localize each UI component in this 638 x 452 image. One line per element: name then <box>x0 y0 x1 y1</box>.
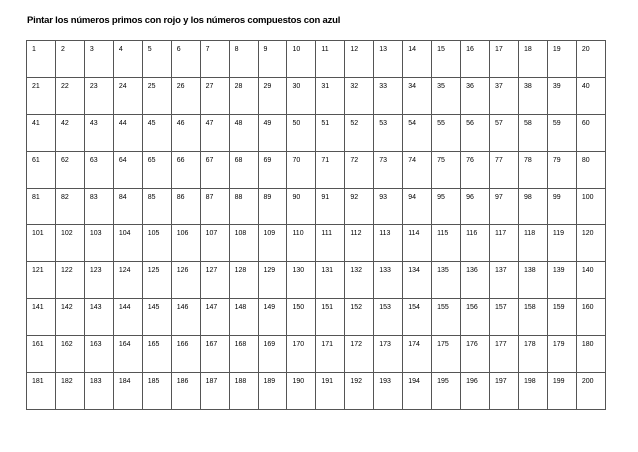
number-cell[interactable]: 144 <box>113 299 142 336</box>
number-cell[interactable]: 105 <box>142 225 171 262</box>
number-cell[interactable]: 52 <box>345 114 374 151</box>
number-cell[interactable]: 138 <box>518 262 547 299</box>
number-cell[interactable]: 46 <box>171 114 200 151</box>
number-cell[interactable]: 20 <box>576 41 605 78</box>
number-cell[interactable]: 186 <box>171 373 200 410</box>
number-cell[interactable]: 28 <box>229 77 258 114</box>
number-cell[interactable]: 15 <box>432 41 461 78</box>
number-cell[interactable]: 47 <box>200 114 229 151</box>
number-cell[interactable]: 88 <box>229 188 258 225</box>
number-cell[interactable]: 185 <box>142 373 171 410</box>
number-cell[interactable]: 2 <box>55 41 84 78</box>
number-cell[interactable]: 80 <box>576 151 605 188</box>
number-cell[interactable]: 77 <box>490 151 519 188</box>
number-cell[interactable]: 18 <box>518 41 547 78</box>
number-cell[interactable]: 110 <box>287 225 316 262</box>
number-cell[interactable]: 78 <box>518 151 547 188</box>
number-cell[interactable]: 53 <box>374 114 403 151</box>
number-cell[interactable]: 200 <box>576 373 605 410</box>
number-cell[interactable]: 119 <box>547 225 576 262</box>
grid-row <box>27 77 606 114</box>
number-cell[interactable]: 13 <box>374 41 403 78</box>
number-cell[interactable]: 4 <box>113 41 142 78</box>
number-cell[interactable]: 85 <box>142 188 171 225</box>
number-cell[interactable]: 125 <box>142 262 171 299</box>
number-cell[interactable]: 165 <box>142 336 171 373</box>
number-cell[interactable]: 160 <box>576 299 605 336</box>
grid-row <box>27 151 606 188</box>
number-cell[interactable]: 101 <box>27 225 56 262</box>
number-cell[interactable]: 34 <box>403 77 432 114</box>
number-cell[interactable]: 35 <box>432 77 461 114</box>
number-cell[interactable]: 91 <box>316 188 345 225</box>
number-cell[interactable]: 66 <box>171 151 200 188</box>
grid-row <box>27 225 606 262</box>
number-cell[interactable]: 81 <box>27 188 56 225</box>
number-cell[interactable]: 198 <box>518 373 547 410</box>
number-cell[interactable]: 158 <box>518 299 547 336</box>
number-cell[interactable]: 183 <box>84 373 113 410</box>
number-cell[interactable]: 118 <box>518 225 547 262</box>
number-cell[interactable]: 83 <box>84 188 113 225</box>
number-cell[interactable]: 159 <box>547 299 576 336</box>
number-cell[interactable]: 130 <box>287 262 316 299</box>
number-cell[interactable]: 180 <box>576 336 605 373</box>
number-cell[interactable]: 42 <box>55 114 84 151</box>
number-cell[interactable]: 33 <box>374 77 403 114</box>
number-cell[interactable]: 89 <box>258 188 287 225</box>
number-cell[interactable]: 146 <box>171 299 200 336</box>
number-cell[interactable]: 126 <box>171 262 200 299</box>
number-grid-body <box>27 41 606 410</box>
number-cell[interactable]: 63 <box>84 151 113 188</box>
number-cell[interactable]: 132 <box>345 262 374 299</box>
number-cell[interactable]: 72 <box>345 151 374 188</box>
number-cell[interactable]: 54 <box>403 114 432 151</box>
number-cell[interactable]: 129 <box>258 262 287 299</box>
number-cell[interactable]: 100 <box>576 188 605 225</box>
number-cell[interactable]: 86 <box>171 188 200 225</box>
number-cell[interactable]: 8 <box>229 41 258 78</box>
number-cell[interactable]: 102 <box>55 225 84 262</box>
number-cell[interactable]: 121 <box>27 262 56 299</box>
number-cell[interactable]: 140 <box>576 262 605 299</box>
number-cell[interactable]: 134 <box>403 262 432 299</box>
number-cell[interactable]: 123 <box>84 262 113 299</box>
number-cell[interactable]: 175 <box>432 336 461 373</box>
number-cell[interactable]: 90 <box>287 188 316 225</box>
number-cell[interactable]: 36 <box>461 77 490 114</box>
number-cell[interactable]: 51 <box>316 114 345 151</box>
grid-row <box>27 299 606 336</box>
number-cell[interactable]: 157 <box>490 299 519 336</box>
number-cell[interactable]: 97 <box>490 188 519 225</box>
number-cell[interactable]: 39 <box>547 77 576 114</box>
number-cell[interactable]: 139 <box>547 262 576 299</box>
number-cell[interactable]: 153 <box>374 299 403 336</box>
number-cell[interactable]: 155 <box>432 299 461 336</box>
number-cell[interactable]: 74 <box>403 151 432 188</box>
number-cell[interactable]: 161 <box>27 336 56 373</box>
number-cell[interactable]: 67 <box>200 151 229 188</box>
number-cell[interactable]: 135 <box>432 262 461 299</box>
number-cell[interactable]: 10 <box>287 41 316 78</box>
number-cell[interactable]: 9 <box>258 41 287 78</box>
number-cell[interactable]: 21 <box>27 77 56 114</box>
number-cell[interactable]: 171 <box>316 336 345 373</box>
number-cell[interactable]: 149 <box>258 299 287 336</box>
number-cell[interactable]: 44 <box>113 114 142 151</box>
number-cell[interactable]: 75 <box>432 151 461 188</box>
number-cell[interactable]: 103 <box>84 225 113 262</box>
number-cell[interactable]: 163 <box>84 336 113 373</box>
number-cell[interactable]: 179 <box>547 336 576 373</box>
number-cell[interactable]: 178 <box>518 336 547 373</box>
number-cell[interactable]: 48 <box>229 114 258 151</box>
number-cell[interactable]: 193 <box>374 373 403 410</box>
grid-row <box>27 336 606 373</box>
number-cell[interactable]: 61 <box>27 151 56 188</box>
number-cell[interactable]: 150 <box>287 299 316 336</box>
number-cell[interactable]: 173 <box>374 336 403 373</box>
number-cell[interactable]: 184 <box>113 373 142 410</box>
number-cell[interactable]: 49 <box>258 114 287 151</box>
number-cell[interactable]: 133 <box>374 262 403 299</box>
number-cell[interactable]: 30 <box>287 77 316 114</box>
number-cell[interactable]: 197 <box>490 373 519 410</box>
grid-row <box>27 114 606 151</box>
grid-row <box>27 188 606 225</box>
number-cell[interactable]: 145 <box>142 299 171 336</box>
number-cell[interactable]: 56 <box>461 114 490 151</box>
number-cell[interactable]: 170 <box>287 336 316 373</box>
number-cell[interactable]: 199 <box>547 373 576 410</box>
number-cell[interactable]: 7 <box>200 41 229 78</box>
number-cell[interactable]: 26 <box>171 77 200 114</box>
number-cell[interactable]: 41 <box>27 114 56 151</box>
grid-row <box>27 373 606 410</box>
number-cell[interactable]: 94 <box>403 188 432 225</box>
number-cell[interactable]: 169 <box>258 336 287 373</box>
number-cell[interactable]: 99 <box>547 188 576 225</box>
number-cell[interactable]: 95 <box>432 188 461 225</box>
number-cell[interactable]: 164 <box>113 336 142 373</box>
number-cell[interactable]: 16 <box>461 41 490 78</box>
number-cell[interactable]: 58 <box>518 114 547 151</box>
number-cell[interactable]: 141 <box>27 299 56 336</box>
number-cell[interactable]: 166 <box>171 336 200 373</box>
number-cell[interactable]: 12 <box>345 41 374 78</box>
number-cell[interactable]: 120 <box>576 225 605 262</box>
number-cell[interactable]: 76 <box>461 151 490 188</box>
number-cell[interactable]: 117 <box>490 225 519 262</box>
number-cell[interactable]: 192 <box>345 373 374 410</box>
number-cell[interactable]: 45 <box>142 114 171 151</box>
number-cell[interactable]: 92 <box>345 188 374 225</box>
number-cell[interactable]: 40 <box>576 77 605 114</box>
number-cell[interactable]: 1 <box>27 41 56 78</box>
number-cell[interactable]: 31 <box>316 77 345 114</box>
number-cell[interactable]: 93 <box>374 188 403 225</box>
number-cell[interactable]: 127 <box>200 262 229 299</box>
number-cell[interactable]: 22 <box>55 77 84 114</box>
number-cell[interactable]: 196 <box>461 373 490 410</box>
number-cell[interactable]: 55 <box>432 114 461 151</box>
number-cell[interactable]: 112 <box>345 225 374 262</box>
number-cell[interactable]: 191 <box>316 373 345 410</box>
number-cell[interactable]: 11 <box>316 41 345 78</box>
number-cell[interactable]: 114 <box>403 225 432 262</box>
number-cell[interactable]: 190 <box>287 373 316 410</box>
number-cell[interactable]: 167 <box>200 336 229 373</box>
number-cell[interactable]: 70 <box>287 151 316 188</box>
number-cell[interactable]: 152 <box>345 299 374 336</box>
number-cell[interactable]: 108 <box>229 225 258 262</box>
number-cell[interactable]: 23 <box>84 77 113 114</box>
number-cell[interactable]: 115 <box>432 225 461 262</box>
number-cell[interactable]: 174 <box>403 336 432 373</box>
number-cell[interactable]: 27 <box>200 77 229 114</box>
number-cell[interactable]: 188 <box>229 373 258 410</box>
number-cell[interactable]: 156 <box>461 299 490 336</box>
number-cell[interactable]: 43 <box>84 114 113 151</box>
number-cell[interactable]: 29 <box>258 77 287 114</box>
number-cell[interactable]: 154 <box>403 299 432 336</box>
number-cell[interactable]: 98 <box>518 188 547 225</box>
number-cell[interactable]: 143 <box>84 299 113 336</box>
number-grid <box>26 40 606 410</box>
number-cell[interactable]: 24 <box>113 77 142 114</box>
number-cell[interactable]: 137 <box>490 262 519 299</box>
number-cell[interactable]: 194 <box>403 373 432 410</box>
number-cell[interactable]: 32 <box>345 77 374 114</box>
number-cell[interactable]: 37 <box>490 77 519 114</box>
number-cell[interactable]: 195 <box>432 373 461 410</box>
number-cell[interactable]: 151 <box>316 299 345 336</box>
number-cell[interactable]: 14 <box>403 41 432 78</box>
number-cell[interactable]: 147 <box>200 299 229 336</box>
number-cell[interactable]: 172 <box>345 336 374 373</box>
number-cell[interactable]: 17 <box>490 41 519 78</box>
number-cell[interactable]: 168 <box>229 336 258 373</box>
number-cell[interactable]: 19 <box>547 41 576 78</box>
number-cell[interactable]: 177 <box>490 336 519 373</box>
number-cell[interactable]: 107 <box>200 225 229 262</box>
grid-row <box>27 262 606 299</box>
number-cell[interactable]: 148 <box>229 299 258 336</box>
worksheet-title: Pintar los números primos con rojo y los números compuestos con azul <box>27 15 341 26</box>
number-cell[interactable]: 104 <box>113 225 142 262</box>
grid-row <box>27 41 606 78</box>
number-cell[interactable]: 68 <box>229 151 258 188</box>
number-cell[interactable]: 25 <box>142 77 171 114</box>
number-cell[interactable]: 87 <box>200 188 229 225</box>
number-cell[interactable]: 122 <box>55 262 84 299</box>
number-cell[interactable]: 62 <box>55 151 84 188</box>
number-cell[interactable]: 50 <box>287 114 316 151</box>
number-cell[interactable]: 5 <box>142 41 171 78</box>
number-cell[interactable]: 96 <box>461 188 490 225</box>
number-cell[interactable]: 57 <box>490 114 519 151</box>
number-cell[interactable]: 73 <box>374 151 403 188</box>
number-cell[interactable]: 142 <box>55 299 84 336</box>
number-cell[interactable]: 82 <box>55 188 84 225</box>
number-cell[interactable]: 106 <box>171 225 200 262</box>
number-cell[interactable]: 65 <box>142 151 171 188</box>
number-cell[interactable]: 64 <box>113 151 142 188</box>
number-cell[interactable]: 131 <box>316 262 345 299</box>
number-cell[interactable]: 187 <box>200 373 229 410</box>
number-cell[interactable]: 71 <box>316 151 345 188</box>
number-cell[interactable]: 176 <box>461 336 490 373</box>
number-cell[interactable]: 79 <box>547 151 576 188</box>
number-cell[interactable]: 124 <box>113 262 142 299</box>
number-cell[interactable]: 38 <box>518 77 547 114</box>
number-cell[interactable]: 3 <box>84 41 113 78</box>
number-cell[interactable]: 113 <box>374 225 403 262</box>
number-cell[interactable]: 162 <box>55 336 84 373</box>
number-cell[interactable]: 181 <box>27 373 56 410</box>
number-cell[interactable]: 109 <box>258 225 287 262</box>
number-cell[interactable]: 59 <box>547 114 576 151</box>
number-cell[interactable]: 136 <box>461 262 490 299</box>
number-cell[interactable]: 182 <box>55 373 84 410</box>
number-cell[interactable]: 69 <box>258 151 287 188</box>
number-cell[interactable]: 116 <box>461 225 490 262</box>
number-cell[interactable]: 84 <box>113 188 142 225</box>
number-cell[interactable]: 60 <box>576 114 605 151</box>
number-cell[interactable]: 189 <box>258 373 287 410</box>
number-cell[interactable]: 6 <box>171 41 200 78</box>
number-cell[interactable]: 128 <box>229 262 258 299</box>
number-cell[interactable]: 111 <box>316 225 345 262</box>
